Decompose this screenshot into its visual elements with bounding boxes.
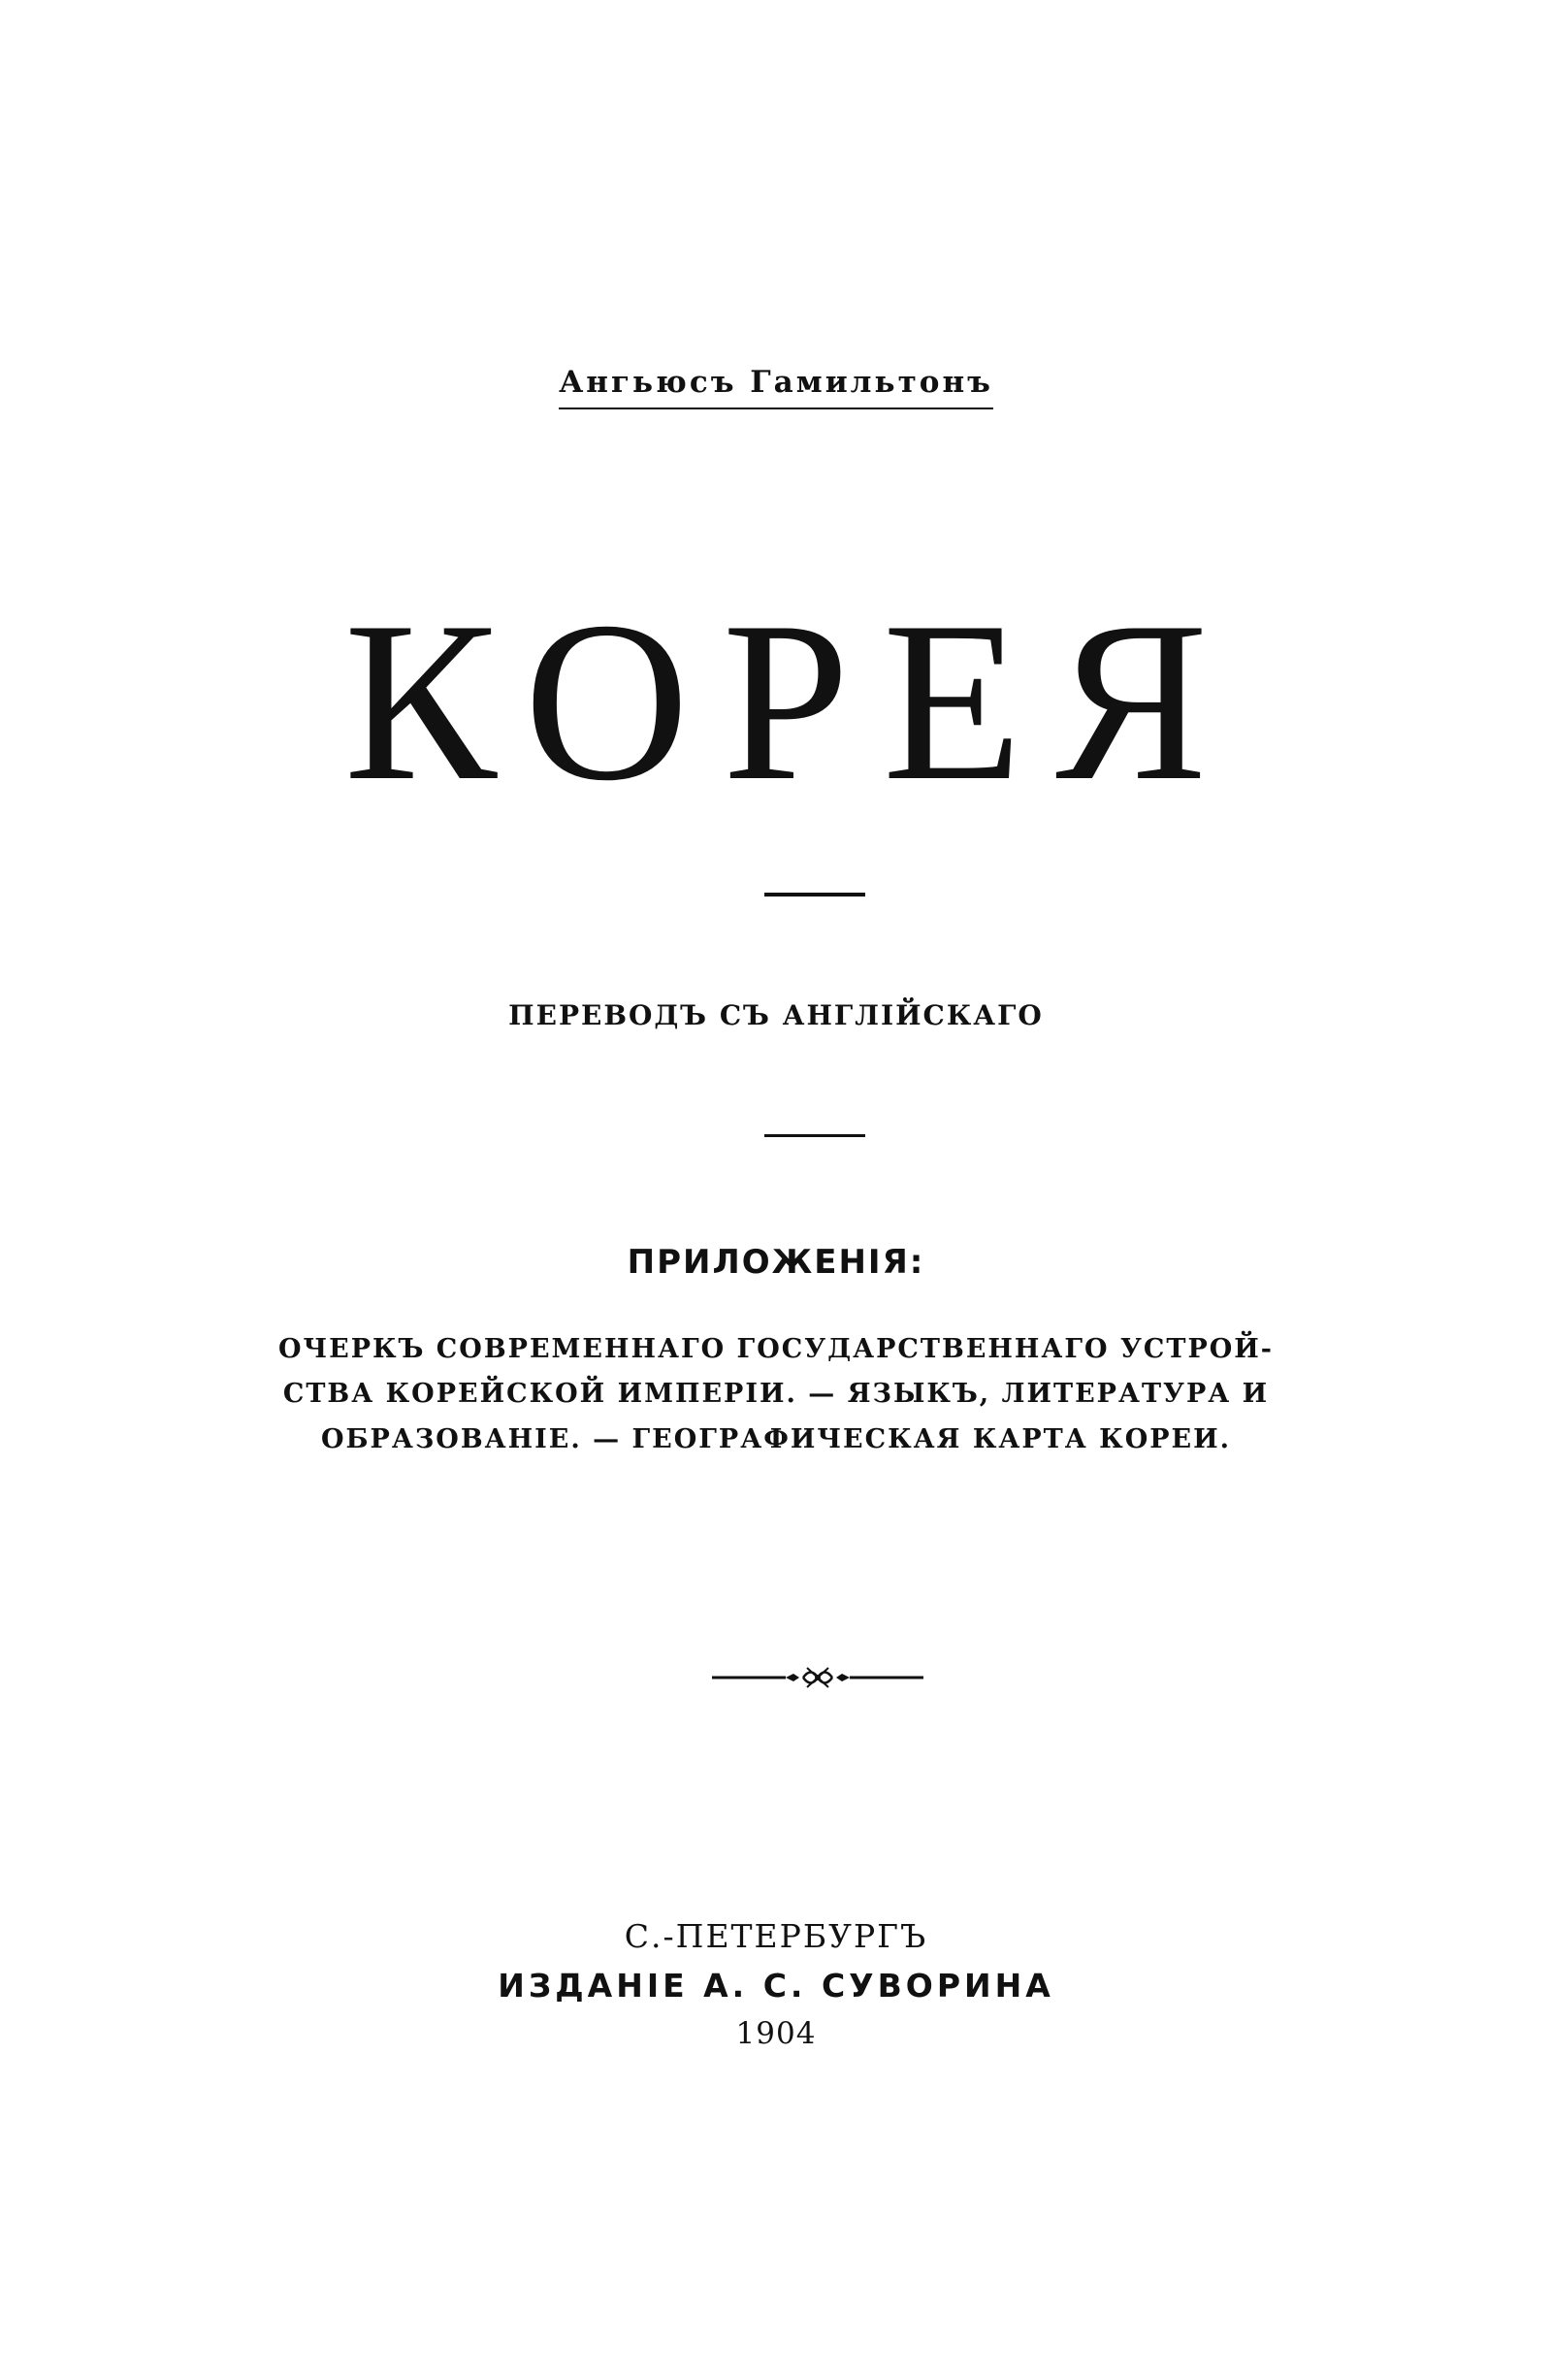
author-name: Ангьюсъ Гамильтонъ [559,365,993,409]
book-title: КОРЕЯ [343,575,1242,829]
section-divider [764,1134,865,1137]
appendix-line: СТВА КОРЕЙСКОЙ ИМПЕРІИ. — ЯЗЫКЪ, ЛИТЕРАТУРА И [282,1379,1270,1409]
appendix-heading: ПРИЛОЖЕНІЯ: [627,1243,925,1282]
appendix-line: ОБРАЗОВАНІЕ. — ГЕОГРАФИЧЕСКАЯ КАРТА КОРЕИ. [320,1424,1232,1454]
title-divider [764,893,865,897]
imprint-publisher: ИЗДАНІЕ А. С. СУВОРИНА [498,1967,1054,2005]
ornament-divider-icon [710,1661,925,1694]
author-line [0,365,1552,409]
translation-note: ПЕРЕВОДЪ СЪ АНГЛІЙСКАГО [508,999,1044,1031]
imprint-city: С.-ПЕТЕРБУРГЪ [624,1917,928,1955]
imprint-year: 1904 [735,2016,817,2051]
appendix-line: ОЧЕРКЪ СОВРЕМЕННАГО ГОСУДАРСТВЕННАГО УСТРОЙ- [277,1334,1275,1364]
